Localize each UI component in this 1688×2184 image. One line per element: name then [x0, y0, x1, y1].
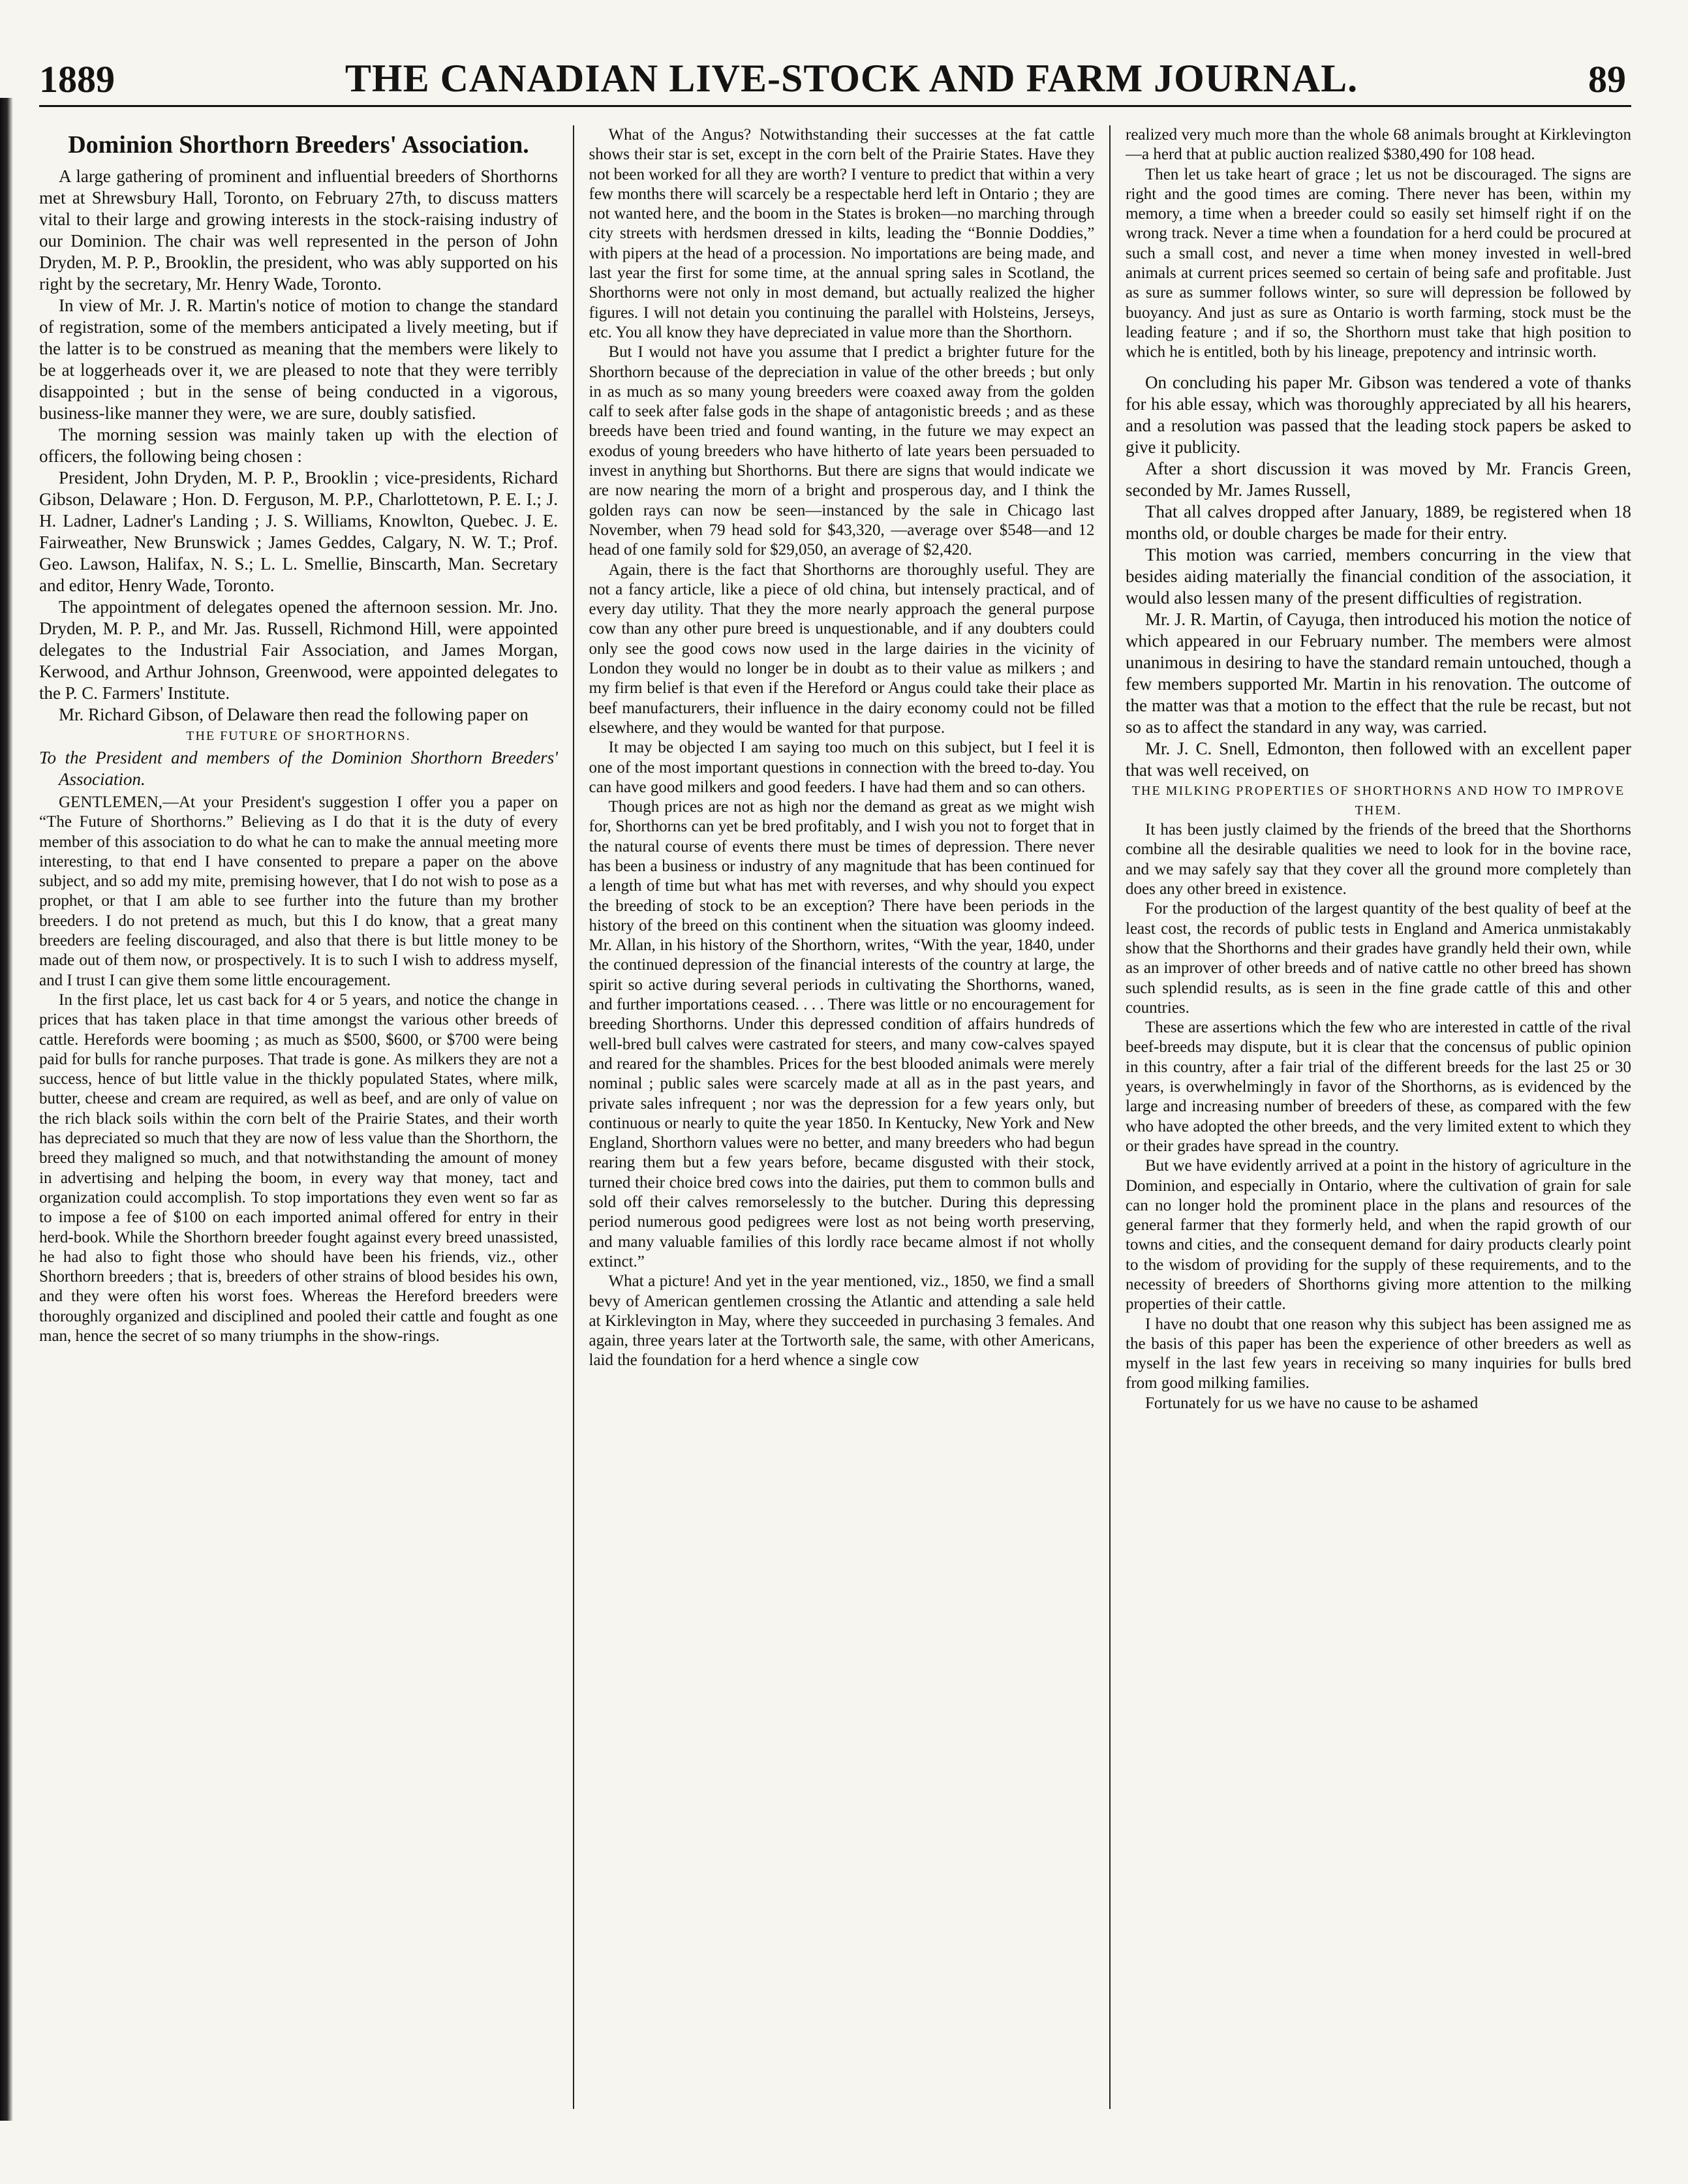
paragraph: President, John Dryden, M. P. P., Brooklin ; vice-presidents, Richard Gibson, Delaware ; Hon. D. Ferguson, M. P.P., Charlottetown, P. E. I.; J. H. Ladner, Ladner's Landing ; J. S. Williams, Knowlton, Quebec. J. E. Fairweather, New Brunswick ; James Geddes, Calgary, N. W. T.; Prof. Geo. Lawson, Halifax, N. S.; L. L. Smellie, Binscarth, Man. Secretary and editor, Henry Wade, Toronto.	[39, 468, 558, 595]
column-2	[589, 125, 1095, 2135]
paragraph: But I would not have you assume that I predict a brighter future for the Shorthorn because of the depreciation in value of the other breeds ; but only in as much as so many young breeders were coaxed away from the golden calf to seek after false gods in the shape of antagonistic breeds ; and as these breeds have been tried and found wanting, in the future we may expect an exodus of young breeders who have hitherto of late years been persuaded to invest in anything but Shorthorns. But there are signs that would indicate we are now nearing the morn of a bright and prosperous day, and I think the golden rays can now be seen—instanced by the sale in Chicago last November, when 79 head sold for $43,320, —average over $548—and 12 head of one family sold for $29,050, an average of $2,420.	[589, 343, 1095, 559]
column-1	[39, 125, 558, 2135]
column-rule	[573, 125, 574, 2109]
column-3	[1126, 125, 1631, 2135]
paper-address: To the President and members of the Dominion Shorthorn Breeders' Association.	[39, 748, 558, 789]
paragraph: A large gathering of prominent and influential breeders of Shorthorns met at Shrewsbury Hall, Toronto, on February 27th, to discuss matters vital to their large and growing interests in the stock-raising industry of our Dominion. The chair was well represented in the person of John Dryden, M. P. P., Brooklin, the president, who was ably supported on his right by the secretary, Mr. Henry Wade, Toronto.	[39, 166, 558, 294]
article-columns	[39, 125, 1631, 2135]
paper-subheading: THE FUTURE OF SHORTHORNS.	[186, 729, 411, 743]
page-number: 89	[1588, 58, 1626, 100]
page-header	[39, 26, 1631, 107]
article-title: Dominion Shorthorn Breeders' Association.	[68, 131, 529, 159]
page-binding-shadow	[0, 98, 13, 2121]
paragraph: Though prices are not as high nor the demand as great as we might wish for, Shorthorns can yet be bred profitably, and I wish you not to forget that in the natural course of events there must be times of depression. There never has been a business or industry of any magnitude that has been continued for a length of time but what has met with reverses, and why should you expect the breeding of stock to be an exception? There have been periods in the history of the breed on this continent when the situation was gloomy indeed. Mr. Allan, in his history of the Shorthorn, writes, “With the year, 1840, under the continued depression of the financial interests of the country at large, the spirit so active during several periods in cultivating the Shorthorns, waned, and further importations ceased. . . . There was little or no encouragement for breeding Shorthorns. Under this depressed condition of affairs hundreds of well-bred bull calves were castrated for steers, and many cow-calves spayed and reared for the shambles. Prices for the best blooded animals were merely nominal ; public sales were scarcely made at all as in the past years, and private sales infrequent ; nor was the depression for a few years only, but continuous or nearly to quite the year 1850. In Kentucky, New York and New England, Shorthorn values were no better, and many breeders who had begun rearing them but a few years before, became disgusted with their stock, turned their choice bred cows into the dairies, put them to common bulls and sold off their calves remorselessly to the butcher. During this depressing period numerous good pedigrees were lost as not being worth preserving, and many valuable families of this lordly race became almost if not wholly extinct.”	[589, 798, 1095, 1270]
paragraph: The morning session was mainly taken up with the election of officers, the following being chosen :	[39, 425, 558, 466]
paragraph: It has been justly claimed by the friends of the breed that the Shorthorns combine all the desirable qualities we need to look for in the bovine race, and we may safely say that they cover all the ground more completely than does any other breed in existence.	[1126, 821, 1631, 899]
paragraph: Again, there is the fact that Shorthorns are thoroughly useful. They are not a fancy article, like a piece of old china, but intensely practical, and of every day utility. That they the more nearly approach the general purpose cow than any other pure breed is unquestionable, and if any doubters could only see the good cows now used in the large dairies in the vicinity of London they would no longer be in doubt as to their value as milkers ; and my firm belief is that even if the Hereford or Angus could take their place as beef manufacturers, their influence in the dairy economy could not be filled elsewhere, and they would be wanted for that purpose.	[589, 561, 1095, 737]
paragraph: That all calves dropped after January, 1889, be registered when 18 months old, or double charges be made for their entry.	[1126, 501, 1631, 543]
paragraph: Fortunately for us we have no cause to be ashamed	[1145, 1394, 1479, 1412]
paragraph: Then let us take heart of grace ; let us not be discouraged. The signs are right and the good times are coming. There never has been, within my memory, a time when a breeder could so easily set himself right if on the wrong track. Never a time when a foundation for a herd could be procured at such a small cost, and never a time when money invested in well-bred animals at current prices seemed so certain of being safe and profitable. Just as sure as summer follows winter, so sure will depression be followed by buoyancy. And just as sure as Ontario is worth farming, stock must be the leading feature ; and if so, the Shorthorn must take that high position to which he is entitled, both by his lineage, prepotency and intrinsic worth.	[1126, 165, 1631, 361]
paragraph: The appointment of delegates opened the afternoon session. Mr. Jno. Dryden, M. P. P., and Mr. Jas. Russell, Richmond Hill, were appointed delegates to the Industrial Fair Association, and James Morgan, Kerwood, and Arthur Johnson, Greenwood, were appointed delegates to the P. C. Farmers' Institute.	[39, 597, 558, 703]
paragraph: What a picture! And yet in the year mentioned, viz., 1850, we find a small bevy of American gentlemen crossing the Atlantic and attending a sale held at Kirklevington in May, where they succeeded in purchasing 3 females. And again, three years later at the Tortworth sale, the same, with other Americans, laid the foundation for a herd whence a single cow	[589, 1272, 1095, 1370]
paragraph: realized very much more than the whole 68 animals brought at Kirklevington—a herd that at public auction realized $380,490 for 108 head.	[1126, 126, 1631, 164]
paragraph: I have no doubt that one reason why this subject has been assigned me as the basis of this paper has been the experience of other breeders as well as myself in the last few years in receiving so many inquiries for bulls bred from good milking families.	[1126, 1315, 1631, 1392]
paragraph: But we have evidently arrived at a point in the history of agriculture in the Dominion, and especially in Ontario, where the cultivation of grain for sale can no longer hold the prominent place in the plans and resources of the general farmer that they formerly held, and when the rapid growth of our towns and cities, and the consequent demand for dairy products clearly point to the wisdom of providing for the supply of these requirements, and to the necessity of breeders of Shorthorns giving more attention to the milking properties of their cattle.	[1126, 1157, 1631, 1314]
paragraph: These are assertions which the few who are interested in cattle of the rival beef-breeds may dispute, but it is clear that the concensus of public opinion in this country, after a fair trial of the different breeds for the last 25 or 30 years, is overwhelmingly in favor of the Shorthorns, as is evidenced by the large and increasing number of breeders of these, as compared with the few who have adopted the other breeds, and the very limited extent to which they or their grades have spread in the country.	[1126, 1019, 1631, 1155]
paragraph: Mr. Richard Gibson, of Delaware then read the following paper on	[59, 705, 529, 724]
paragraph: On concluding his paper Mr. Gibson was tendered a vote of thanks for his able essay, which was thoroughly appreciated by all his hearers, and a resolution was passed that the leading stock papers be asked to give it publicity.	[1126, 372, 1631, 457]
paragraph: It may be objected I am saying too much on this subject, but I feel it is one of the most important questions in connection with the breed to-day. You can have good milkers and good feeders. I have had them and so can others.	[589, 739, 1095, 796]
journal-title: THE CANADIAN LIVE-STOCK AND FARM JOURNAL.	[345, 57, 1358, 100]
paragraph: In the first place, let us cast back for 4 or 5 years, and notice the change in prices that has taken place in that time amongst the various other breeds of cattle. Herefords were booming ; as much as $500, $600, or $700 were being paid for bulls for ranche purposes. That trade is gone. As milkers they are not a success, hence of but little value in the thickly populated States, where milk, butter, cheese and cream are required, as well as beef, and are only of value on the rich black soils within the corn belt of the Prairie States, and their worth has depreciated so much that they are now of less value than the Shorthorn, the breed they maligned so much, and that notwithstanding the amount of money in advertising and helping the boom, in every way that money, tact and organization could accomplish. To stop importations they even went so far as to impose a fee of $100 on each imported animal offered for entry in their herd-book. While the Shorthorn breeder fought against every breed unassisted, he had also to fight those who should have been his friends, viz., other Shorthorn breeders ; that is, breeders of other strains of blood besides his own, and they were often his worst foes. Whereas the Hereford breeders were thoroughly organized and disciplined and pooled their cattle and fought as one man, hence the secret of so many triumphs in the show-rings.	[39, 991, 558, 1346]
column-rule	[1109, 125, 1111, 2109]
paragraph: In view of Mr. J. R. Martin's notice of motion to change the standard of registration, some of the members anticipated a lively meeting, but if the latter is to be construed as meaning that the members were likely to be at loggerheads over it, we are pleased to note that they were terribly disappointed ; but in the sense of being conducted in a vigorous, business-like manner they were, we are sure, doubly satisfied.	[39, 296, 558, 423]
paragraph: Mr. J. C. Snell, Edmonton, then followed with an excellent paper that was well received, on	[1126, 738, 1631, 780]
paragraph: GENTLEMEN,—At your President's suggestion I offer you a paper on “The Future of Shorthorns.” Believing as I do that it is the duty of every member of this association to do what he can to make the annual meeting more interesting, to that end I have consented to prepare a paper on the above subject, and so add my mite, premising however, that I do not wish to pose as a prophet, or that I am able to see further into the future than my brother breeders. I do not pretend as much, but this I do know, that a great many breeders are feeling discouraged, and also that there is but little money to be made out of them now, or prospectively. It is to such I wish to address myself, and I trust I can give them some little encouragement.	[39, 793, 558, 989]
paragraph: This motion was carried, members concurring in the view that besides aiding materially the financial condition of the association, it would also lessen many of the present difficulties of registration.	[1126, 544, 1631, 608]
paragraph: For the production of the largest quantity of the best quality of beef at the least cost, the records of public tests in England and America unmistakably show that the Shorthorns and their grades have grandly held their own, while as an improver of other breeds and of native cattle no other breed has shown such splendid results, as is seen in the fine grade cattle of this and other countries.	[1126, 900, 1631, 1017]
paragraph: After a short discussion it was moved by Mr. Francis Green, seconded by Mr. James Russell,	[1126, 458, 1631, 500]
paragraph: What of the Angus? Notwithstanding their successes at the fat cattle shows their star is set, except in the corn belt of the Prairie States. Have they not been worked for all they are worth? I venture to predict that within a very few months there will scarcely be a respectable herd left in Ontario ; they are not wanted here, and the boom in the States is broken—no marching through city streets with herdsmen dressed in kilts, leading the “Bonnie Doddies,” with pipers at the head of a procession. No importations are being made, and last year the first for some time, at the annual spring sales in Scotland, the Shorthorns were not only in most demand, but actually realized the higher figures. I will not detain you continuing the parallel with Holsteins, Jerseys, etc. You all know they have depreciated in value more than the Shorthorn.	[589, 126, 1095, 341]
header-year: 1889	[39, 58, 115, 100]
paragraph: Mr. J. R. Martin, of Cayuga, then introduced his motion the notice of which appeared in our February number. The members were almost unanimous in desiring to have the standard remain untouched, though a few members supported Mr. Martin in his renovation. The outcome of the matter was that a motion to the effect that the rule be recast, but not so as to affect the standard in any way, was carried.	[1126, 609, 1631, 737]
paper-subheading: THE MILKING PROPERTIES OF SHORTHORNS AND HOW TO IMPROVE THEM.	[1131, 783, 1625, 818]
newspaper-page	[39, 26, 1631, 2160]
